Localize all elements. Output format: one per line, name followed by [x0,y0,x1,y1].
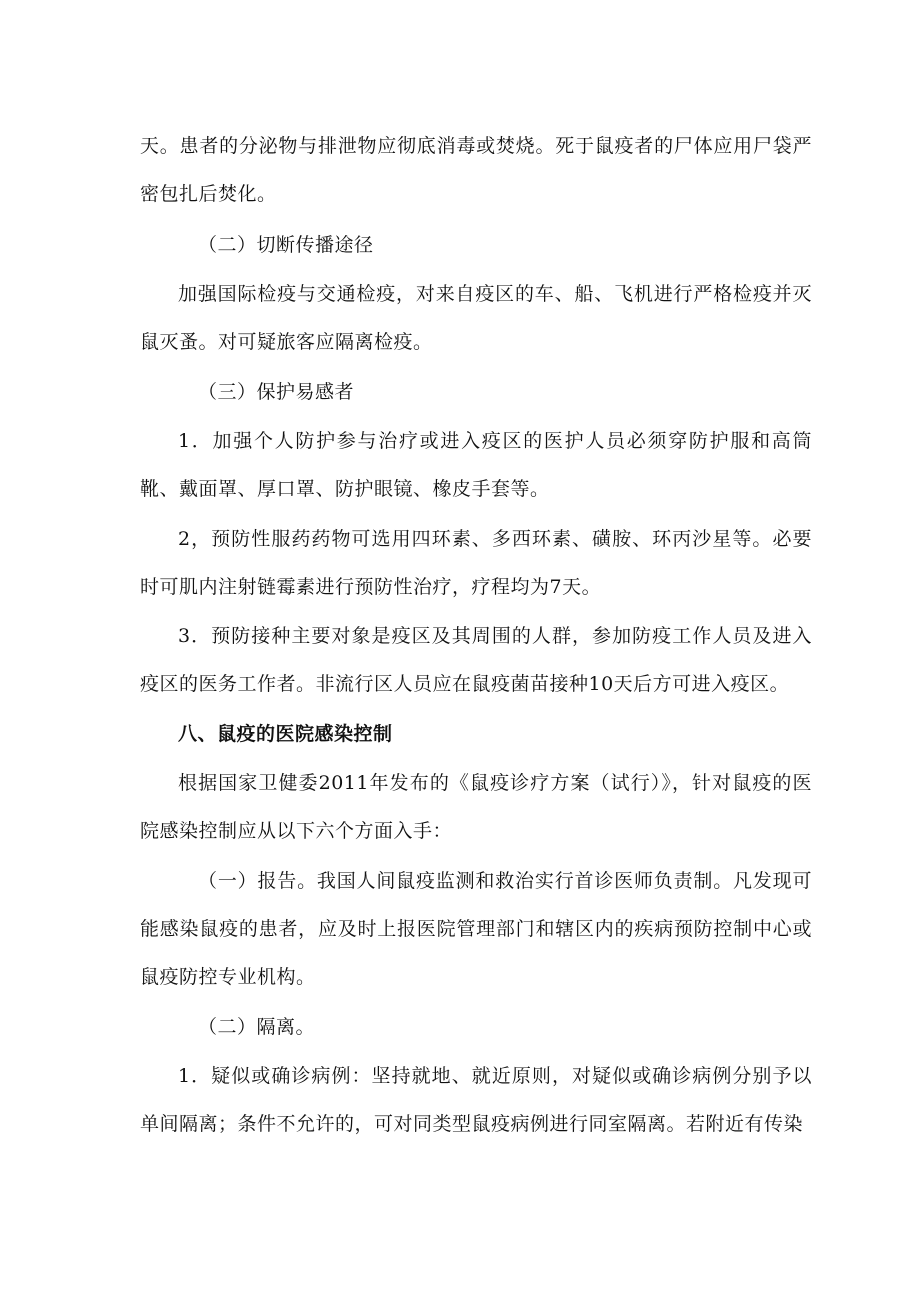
subheading-isolation: （二）隔离。 [198,1016,316,1038]
paragraph-personal-protection: 1．加强个人防护参与治疗或进入疫区的医护人员必须穿防护服和高筒靴、戴面罩、厚口罩、防护眼镜、橡皮手套等。 [140,430,812,500]
subheading-protect-susceptible: （三）保护易感者 [198,381,355,403]
paragraph-vaccination: 3．预防接种主要对象是疫区及其周围的人群，参加防疫工作人员及进入疫区的医务工作者。非流行区人员应在鼠疫菌苗接种10天后方可进入疫区。 [140,625,812,695]
paragraph-reporting: （一）报告。我国人间鼠疫监测和救治实行首诊医师负责制。凡发现可能感染鼠疫的患者，应及时上报医院管理部门和辖区内的疾病预防控制中心或鼠疫防控专业机构。 [140,870,812,988]
paragraph-guideline-intro: 根据国家卫健委2011年发布的《鼠疫诊疗方案（试行）》，针对鼠疫的医院感染控制应从以下六个方面入手： [140,772,812,842]
paragraph-suspected-confirmed-cases: 1．疑似或确诊病例：坚持就地、就近原则，对疑似或确诊病例分别予以单间隔离；条件不允许的，可对同类型鼠疫病例进行同室隔离。若附近有传染 [140,1065,812,1135]
paragraph-plague-corpse-handling: 天。患者的分泌物与排泄物应彻底消毒或焚烧。死于鼠疫者的尸体应用尸袋严密包扎后焚化。 [140,135,812,205]
subheading-cut-transmission: （二）切断传播途径 [198,234,374,256]
paragraph-quarantine: 加强国际检疫与交通检疫，对来自疫区的车、船、飞机进行严格检疫并灭鼠灭蚤。对可疑旅客应隔离检疫。 [140,283,812,353]
section-heading-hospital-infection-control: 八、鼠疫的医院感染控制 [178,723,393,745]
paragraph-preventive-medication: 2，预防性服药药物可选用四环素、多西环素、磺胺、环丙沙星等。必要时可肌内注射链霉素进行预防性治疗，疗程均为7天。 [140,528,812,598]
